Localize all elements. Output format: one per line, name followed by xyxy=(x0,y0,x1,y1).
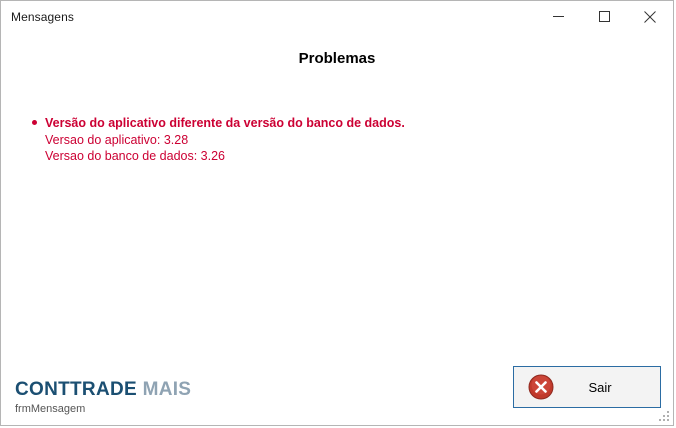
close-button[interactable] xyxy=(627,1,673,32)
list-item xyxy=(45,115,405,165)
brand-logo xyxy=(15,379,191,415)
maximize-button[interactable] xyxy=(581,1,627,32)
error-close-icon xyxy=(528,374,554,400)
page-title: Problemas xyxy=(298,50,376,67)
window-controls xyxy=(535,1,673,32)
minimize-button[interactable] xyxy=(535,1,581,32)
message-content xyxy=(1,33,673,425)
form-name-label: frmMensagem xyxy=(15,403,86,415)
problem-detail-db-version: Versao do banco de dados: 3.26 xyxy=(45,149,226,163)
logo-text xyxy=(15,379,191,401)
resize-grip[interactable] xyxy=(658,410,670,422)
logo-secondary: MAIS xyxy=(142,379,192,400)
window-title: Mensagens xyxy=(11,9,74,24)
problem-message: Versão do aplicativo diferente da versão do banco de dados. xyxy=(45,116,405,130)
maximize-icon xyxy=(599,11,610,22)
bullet-icon xyxy=(32,120,37,125)
minimize-icon xyxy=(553,11,564,22)
close-icon xyxy=(644,11,656,23)
exit-button[interactable] xyxy=(513,366,661,408)
logo-primary: CONTTRADE xyxy=(15,379,137,400)
title-bar[interactable] xyxy=(1,1,673,33)
problem-list xyxy=(45,115,405,165)
problem-detail-app-version: Versao do aplicativo: 3.28 xyxy=(45,132,189,147)
exit-button-label: Sair xyxy=(588,379,612,395)
